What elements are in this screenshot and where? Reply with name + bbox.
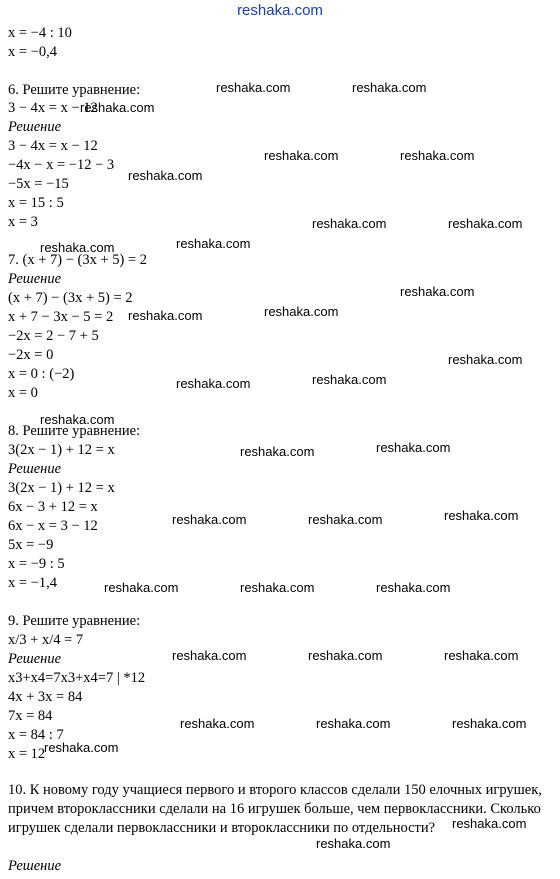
equation-line: (x + 7) − (3x + 5) = 2: [8, 290, 133, 306]
watermark: reshaka.com: [264, 304, 339, 319]
watermark: reshaka.com: [312, 372, 387, 387]
equation-line: 4x + 3x = 84: [8, 689, 83, 705]
equation-line: 6x − x = 3 − 12: [8, 518, 98, 534]
equation-line: x = −9 : 5: [8, 556, 65, 572]
watermark: reshaka.com: [44, 740, 119, 755]
equation-line: 6x − 3 + 12 = x: [8, 499, 98, 515]
equation-line: 3 − 4x = x − 12: [8, 138, 98, 154]
watermark: reshaka.com: [376, 440, 451, 455]
equation-line: x = 0: [8, 385, 38, 401]
equation-line: x = 0 : (−2): [8, 366, 75, 382]
equation-line: x = 84 : 7: [8, 727, 64, 743]
solution-label: Решение: [8, 119, 62, 135]
equation-line: x = 3: [8, 214, 38, 230]
problem-9-equation: x/3 + x/4 = 7: [8, 632, 84, 648]
problem-6-equation: 3 − 4x = x − 12: [8, 100, 98, 116]
equation-line: x = −1,4: [8, 575, 57, 591]
equation-line: −2x = 0: [8, 347, 54, 363]
watermark: reshaka.com: [316, 836, 391, 851]
watermark: reshaka.com: [448, 352, 523, 367]
equation-line: x + 7 − 3x − 5 = 2: [8, 309, 114, 325]
watermark: reshaka.com: [444, 648, 519, 663]
watermark: reshaka.com: [312, 216, 387, 231]
problem-10-text: 10. К новому году учащиеся первого и второго классов сделали 150 елочных игрушек, причем второклассники сделали на 16 игрушек больше, чем первоклассники. Сколько игрушек сделали первоклассники и второклассники по отдельности?: [8, 782, 542, 836]
watermark: reshaka.com: [180, 716, 255, 731]
watermark: reshaka.com: [104, 580, 179, 595]
watermark: reshaka.com: [172, 512, 247, 527]
equation-line: x3+x4=7x3+x4=7 | *12: [8, 670, 146, 686]
equation-line: x = −0,4: [8, 44, 57, 60]
watermark: reshaka.com: [264, 148, 339, 163]
equation-line: 3(2x − 1) + 12 = x: [8, 480, 115, 496]
watermark: reshaka.com: [240, 444, 315, 459]
solution-label: Решение: [8, 461, 62, 477]
solution-label: Решение: [8, 651, 62, 667]
watermark: reshaka.com: [128, 168, 203, 183]
watermark: reshaka.com: [308, 648, 383, 663]
problem-7-heading: 7. (x + 7) − (3x + 5) = 2: [8, 252, 148, 268]
equation-line: −2x = 2 − 7 + 5: [8, 328, 99, 344]
watermark: reshaka.com: [452, 816, 527, 831]
equation-line: 7x = 84: [8, 708, 53, 724]
watermark: reshaka.com: [216, 80, 291, 95]
watermark: reshaka.com: [176, 236, 251, 251]
site-header[interactable]: reshaka.com: [237, 2, 323, 19]
problem-6-heading: 6. Решите уравнение:: [8, 82, 141, 98]
watermark: reshaka.com: [400, 148, 475, 163]
equation-line: x = 15 : 5: [8, 195, 64, 211]
watermark: reshaka.com: [176, 376, 251, 391]
watermark: reshaka.com: [452, 716, 527, 731]
equation-line: x = −4 : 10: [8, 25, 72, 41]
watermark: reshaka.com: [400, 284, 475, 299]
watermark: reshaka.com: [316, 716, 391, 731]
watermark: reshaka.com: [128, 308, 203, 323]
watermark: reshaka.com: [40, 412, 115, 427]
problem-8-equation: 3(2x − 1) + 12 = x: [8, 442, 115, 458]
equation-line: −5x = −15: [8, 176, 69, 192]
watermark: reshaka.com: [308, 512, 383, 527]
equation-line: −4x − x = −12 − 3: [8, 157, 115, 173]
watermark: reshaka.com: [172, 648, 247, 663]
equation-line: 5x = −9: [8, 537, 54, 553]
watermark: reshaka.com: [80, 100, 155, 115]
solution-label: Решение: [8, 271, 62, 287]
watermark: reshaka.com: [352, 80, 427, 95]
watermark: reshaka.com: [376, 580, 451, 595]
solution-label: Решение: [8, 858, 62, 874]
watermark: reshaka.com: [444, 508, 519, 523]
watermark: reshaka.com: [448, 216, 523, 231]
problem-9-heading: 9. Решите уравнение:: [8, 613, 141, 629]
problem-8-heading: 8. Решите уравнение:: [8, 423, 141, 439]
equation-line: x = 12: [8, 746, 46, 762]
watermark: reshaka.com: [40, 240, 115, 255]
watermark: reshaka.com: [240, 580, 315, 595]
